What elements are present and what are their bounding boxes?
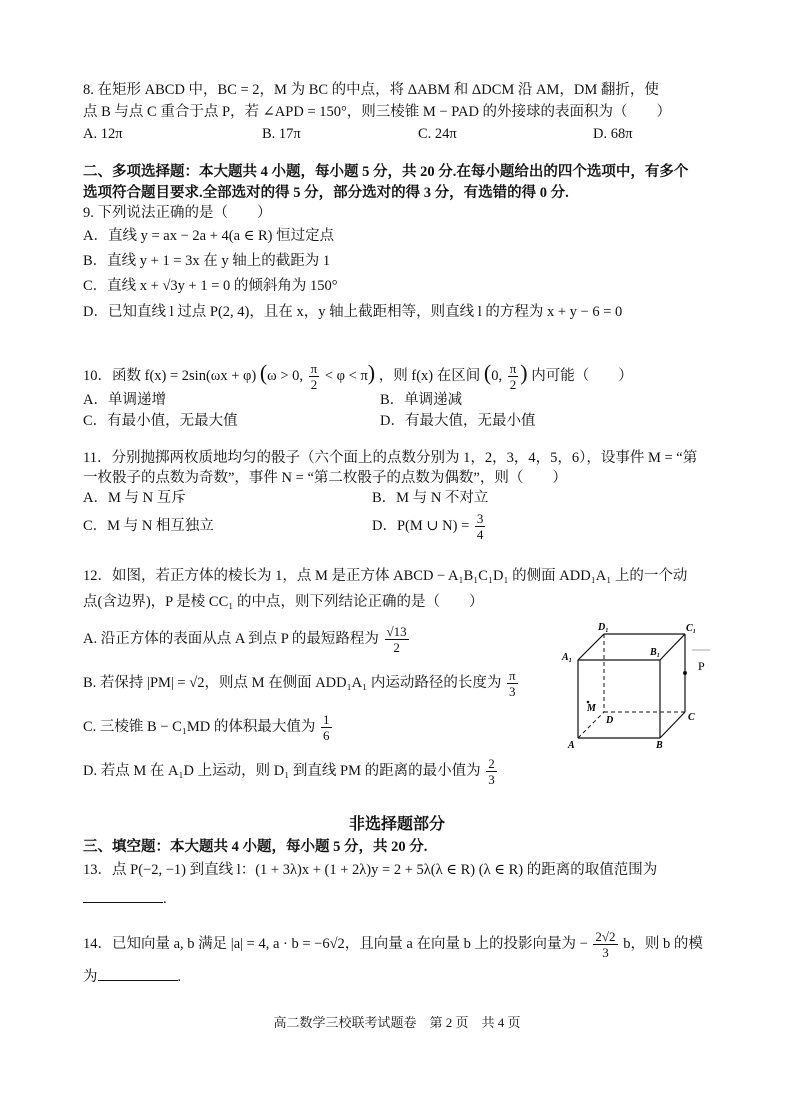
q10-option-d: D．有最大值，无最小值	[380, 413, 536, 429]
q10-option-b: B．单调递减	[380, 392, 463, 408]
q13-line1: 13．点 P(−2, −1) 到直线 l：(1 + 3λ)x + (1 + 2λ)y = 2 + 5λ(λ ∈ R) (λ ∈ R) 的距离的取值范围为	[83, 862, 658, 878]
q9-option-b: B．直线 y + 1 = 3x 在 y 轴上的截距为 1	[83, 253, 331, 269]
q12-option-a-fraction: $\frac{√13}{2}$	[386, 624, 407, 656]
q14-line1	[83, 926, 703, 962]
q13-line2	[83, 888, 167, 909]
q14-text-a: 14．已知向量 a, b 满足 |a| = 4, a · b = −6√2，且向量 a 在向量 b 上的投影向量为 −	[83, 936, 588, 952]
q14-period: .	[177, 969, 182, 985]
q10-pi-over-2: $\frac{\pi}{2}$	[310, 361, 318, 393]
q12-option-b	[83, 664, 520, 702]
q12-option-c-fraction: $\frac{1}{6}$	[323, 712, 330, 744]
q11-option-d-fraction: $\frac{3}{4}$	[476, 511, 484, 543]
q14-text-c: 为	[83, 969, 98, 985]
q8-option-b: B. 17π	[262, 126, 301, 142]
q11-line2: 一枚骰子的点数为奇数”，事件 N = “第二枚骰子的点数为偶数”，则（ ）	[83, 470, 567, 486]
q10-stem: 10．函数 f(x) = 2sin(ωx + φ) (ω > 0, $\frac{\pi}{2}$ < φ < π) ，则 f(x) 在区间 (0, $\frac{\pi}{2}$ ) 内可能（ ）	[83, 360, 633, 393]
q11-option-d-text: D．P(M ∪ N) =	[372, 518, 470, 534]
q14-fraction: $\frac{2√2}{3}$	[595, 929, 616, 961]
label-d1: D₁	[598, 622, 609, 633]
q12-option-b-text: B. 若保持 |PM| = √2，则点 M 在侧面 ADD₁A₁ 内运动路径的长度为	[83, 675, 502, 691]
q10-option-c: C．有最小值，无最大值	[83, 413, 238, 429]
q11-option-c: C．M 与 N 相互独立	[83, 518, 214, 534]
label-a: A	[568, 740, 575, 750]
label-a1: A₁	[562, 652, 573, 663]
q8-option-a: A. 12π	[83, 126, 123, 142]
q11-option-a: A．M 与 N 互斥	[83, 490, 186, 506]
q12-option-c-text: C. 三棱锥 B − C₁MD 的体积最大值为	[83, 719, 316, 735]
q9-stem: 9. 下列说法正确的是（ ）	[83, 205, 272, 221]
label-b1: B₁	[650, 647, 661, 658]
q10-stem-a: 10．函数 f(x) = 2sin(ωx + φ)	[83, 368, 257, 384]
q11-option-b: B．M 与 N 不对立	[372, 490, 489, 506]
cube-figure	[560, 620, 720, 750]
q12-option-a-text: A. 沿正方体的表面从点 A 到点 P 的最短路程为	[83, 631, 379, 647]
q13-answer-blank	[83, 888, 163, 903]
q10-stem-c: 内可能（ ）	[531, 368, 633, 384]
q12-line2: 点(含边界)，P 是棱 CC₁ 的中点，则下列结论正确的是（ ）	[83, 594, 484, 610]
q10-interval-a: 0,	[491, 368, 503, 384]
q12-option-d-fraction: $\frac{2}{3}$	[488, 756, 495, 788]
q10-cond-b: < φ < π	[324, 368, 368, 384]
q11-line1: 11．分别抛掷两枚质地均匀的骰子（六个面上的点数分别为 1，2，3，4，5，6），设事件 M = “第	[83, 450, 698, 466]
q14-text-b: b，则 b 的模	[623, 936, 703, 952]
q9-option-d: D．已知直线 l 过点 P(2, 4)，且在 x，y 轴上截距相等，则直线 l 的方程为 x + y − 6 = 0	[83, 304, 623, 320]
q9-option-c: C．直线 x + √3y + 1 = 0 的倾斜角为 150°	[83, 278, 338, 294]
q12-option-d	[83, 752, 499, 790]
q8-line2: 点 B 与点 C 重合于点 P，若 ∠APD = 150°，则三棱锥 M − PAD 的外接球的表面积为（ ）	[83, 104, 672, 120]
q8-option-d: D. 68π	[593, 126, 633, 142]
q12-option-d-text: D. 若点 M 在 A₁D 上运动，则 D₁ 到直线 PM 的距离的最小值为	[83, 763, 481, 779]
label-m: M	[587, 703, 596, 714]
q8-line1: 8. 在矩形 ABCD 中，BC = 2，M 为 BC 的中点，将 ΔABM 和 ΔDCM 沿 AM，DM 翻折，使	[83, 82, 659, 98]
q10-stem-b: ，则 f(x) 在区间	[378, 368, 481, 384]
q10-interval-pi-over-2: $\frac{\pi}{2}$	[509, 361, 517, 393]
q10-option-a: A．单调递增	[83, 392, 166, 408]
q13-period: .	[163, 891, 167, 907]
part2-heading: 非选择题部分	[348, 816, 445, 833]
q9-option-a: A．直线 y = ax − 2a + 4(a ∈ R) 恒过定点	[83, 228, 335, 244]
label-c: C	[688, 712, 695, 723]
page-footer: 高二数学三校联考试题卷 第 2 页 共 4 页	[273, 1015, 521, 1030]
label-c1: C₁	[686, 623, 697, 634]
section2-heading-line2: 选项符合题目要求.全部选对的得 5 分，部分选对的得 3 分，有选错的得 0 分.	[83, 185, 569, 201]
section2-heading-line1: 二、多项选择题：本大题共 4 小题，每小题 5 分，共 20 分.在每小题给出的四个选项中，有多个	[83, 164, 689, 180]
q12-option-b-fraction: $\frac{\pi}{3}$	[508, 668, 516, 700]
label-b: B	[656, 740, 663, 750]
q8-option-c: C. 24π	[418, 126, 457, 142]
q14-line2	[83, 966, 181, 987]
q12-option-c	[83, 708, 334, 746]
q11-option-d	[372, 508, 487, 544]
label-p: P	[698, 659, 705, 673]
q10-cond-a: ω > 0,	[267, 368, 304, 384]
section3-heading: 三、填空题：本大题共 4 小题，每小题 5 分，共 20 分.	[83, 839, 428, 855]
label-d: D	[606, 715, 614, 726]
q14-answer-blank	[98, 966, 178, 981]
q12-option-a	[83, 620, 411, 658]
q12-line1: 12．如图，若正方体的棱长为 1，点 M 是正方体 ABCD − A₁B₁C₁D₁ 的侧面 ADD₁A₁ 上的一个动	[83, 568, 688, 584]
